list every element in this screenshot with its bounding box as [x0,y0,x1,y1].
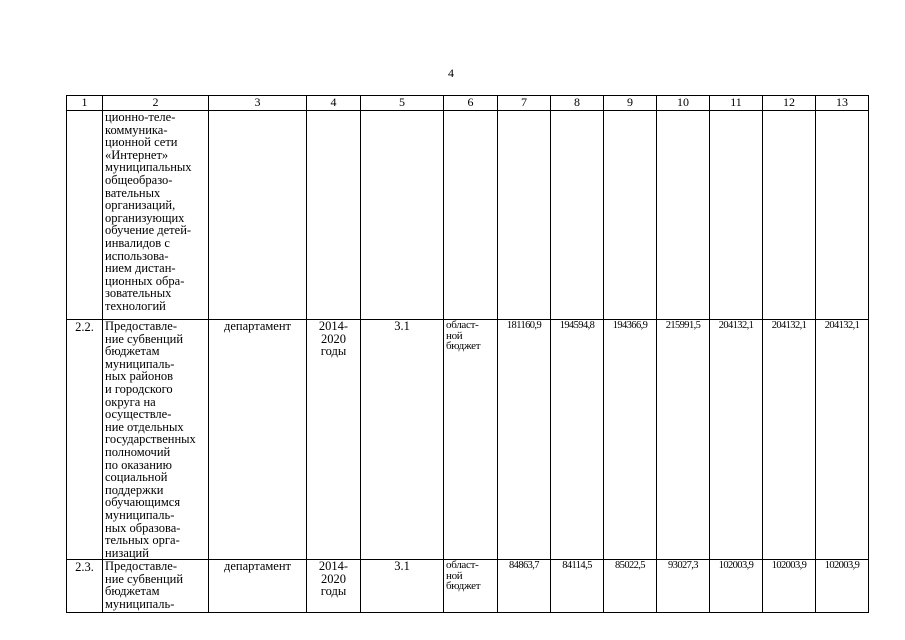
column-header: 4 [307,96,361,111]
value-cell: 194594,8 [551,320,604,560]
value-cell: 204132,1 [816,320,869,560]
period-cell [307,111,361,320]
column-header: 13 [816,96,869,111]
column-header: 10 [657,96,710,111]
column-header: 2 [103,96,209,111]
column-header: 9 [604,96,657,111]
value-cell [763,111,816,320]
funding-source-cell [444,111,498,320]
value-cell [551,111,604,320]
value-cell: 102003,9 [763,560,816,613]
column-header: 12 [763,96,816,111]
column-header: 8 [551,96,604,111]
reference-cell: 3.1 [361,560,444,613]
value-cell: 204132,1 [763,320,816,560]
column-header: 6 [444,96,498,111]
period-cell: 2014- 2020 годы [307,320,361,560]
value-cell [816,111,869,320]
row-number-cell: 2.2. [67,320,103,560]
column-header: 7 [498,96,551,111]
value-cell: 215991,5 [657,320,710,560]
table-row [67,320,869,560]
value-cell: 84863,7 [498,560,551,613]
funding-source-cell: област- ной бюджет [444,320,498,560]
value-cell: 102003,9 [816,560,869,613]
value-cell [657,111,710,320]
funding-source-cell: област- ной бюджет [444,560,498,613]
column-header: 11 [710,96,763,111]
description-cell: Предоставле- ние субвенций бюджетам муниципаль- [103,560,209,613]
value-cell: 84114,5 [551,560,604,613]
value-cell: 85022,5 [604,560,657,613]
table-row [67,560,869,613]
value-cell: 93027,3 [657,560,710,613]
row-number-cell: 2.3. [67,560,103,613]
column-number-header-row [67,96,869,111]
value-cell [710,111,763,320]
description-cell: Предоставле- ние субвенций бюджетам муниципаль- ных районов и городского округа на осуществле- ние отдельных государственных полномочий по оказанию социальной поддержки обучающимся муниципаль- ных образова- тельных орга- низаций [103,320,209,560]
page-number: 4 [448,66,454,80]
value-cell: 181160,9 [498,320,551,560]
value-cell [498,111,551,320]
value-cell: 102003,9 [710,560,763,613]
executor-cell: департамент [209,320,307,560]
executor-cell [209,111,307,320]
row-number-cell [67,111,103,320]
column-header: 3 [209,96,307,111]
reference-cell: 3.1 [361,320,444,560]
table-row [67,111,869,320]
budget-table [66,95,869,613]
column-header: 5 [361,96,444,111]
description-cell: ционно-теле- коммуника- ционной сети «Интернет» муниципальных общеобразо- вательных организаций, организующих обучение детей- инвалидов с использова- нием дистан- ционных обра- зовательных технологий [103,111,209,320]
column-header: 1 [67,96,103,111]
value-cell: 194366,9 [604,320,657,560]
period-cell: 2014- 2020 годы [307,560,361,613]
value-cell: 204132,1 [710,320,763,560]
value-cell [604,111,657,320]
reference-cell [361,111,444,320]
executor-cell: департамент [209,560,307,613]
